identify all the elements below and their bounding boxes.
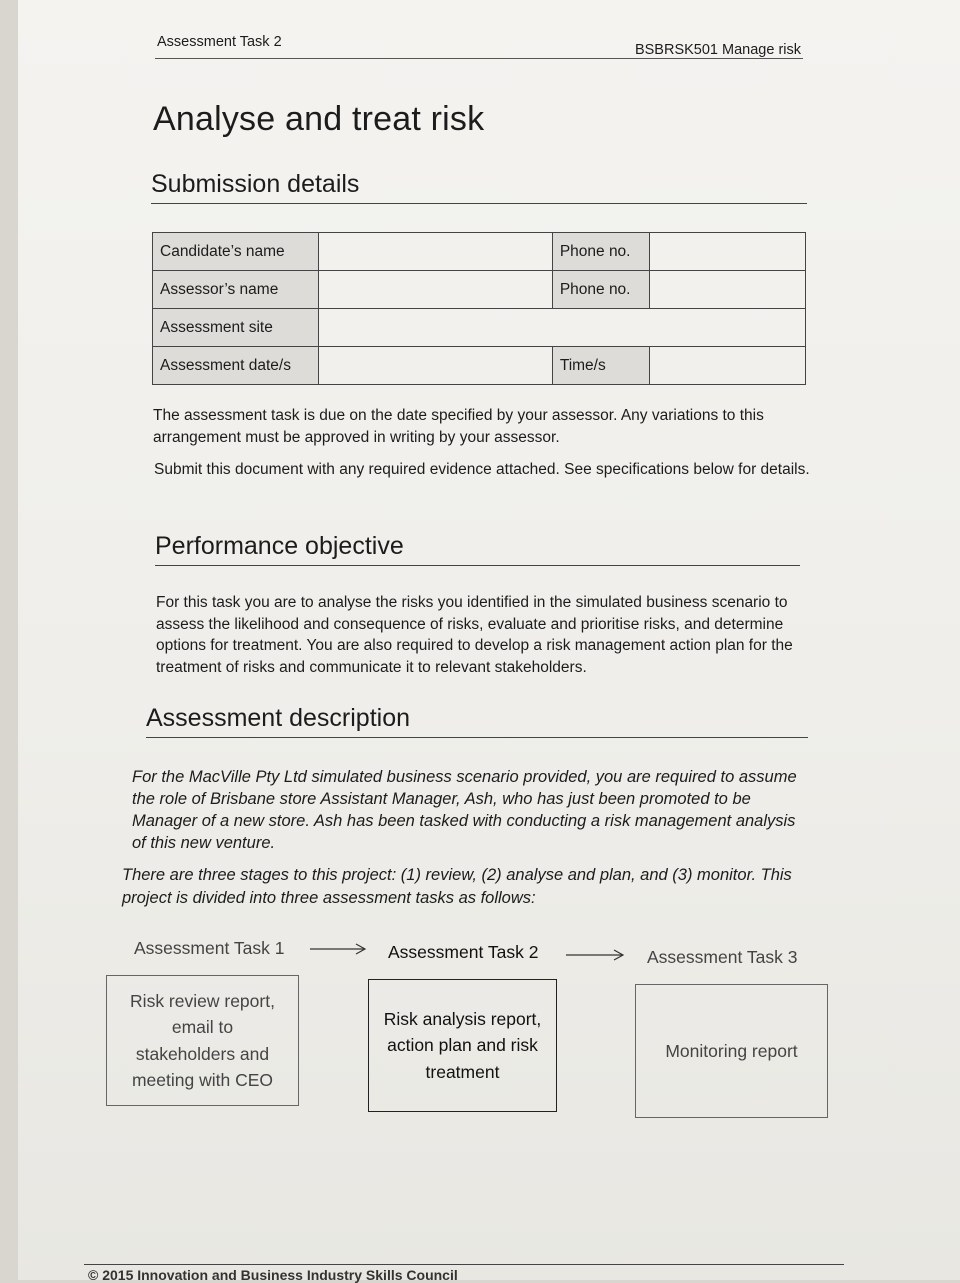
page-header	[155, 34, 803, 59]
task-2-description: Risk analysis report, action plan and risk treatment	[383, 1008, 542, 1082]
due-date-paragraph: The assessment task is due on the date specified by your assessor. Any variations to this arrangement must be approved in writing by your assessor.	[153, 407, 764, 446]
table-row	[153, 271, 806, 309]
assessor-phone-field[interactable]	[650, 271, 806, 309]
assessor-name-label: Assessor’s name	[153, 271, 319, 309]
table-row	[153, 347, 806, 385]
task-3-title: Assessment Task 3	[647, 947, 798, 967]
time-field[interactable]	[650, 347, 806, 385]
assessor-phone-label: Phone no.	[552, 271, 649, 309]
time-label: Time/s	[552, 347, 649, 385]
assessment-description-heading: Assessment description	[146, 704, 808, 738]
candidate-phone-label: Phone no.	[552, 233, 649, 271]
scenario-paragraph: For the MacVille Pty Ltd simulated business scenario provided, you are required to assume the role of Brisbane store Assistant Manager, Ash, who has just been promoted to be Manager of a new store. Ash has been tasked with conducting a risk management analysis of this new venture.	[132, 768, 797, 852]
table-row	[153, 309, 806, 347]
performance-objective-paragraph: For this task you are to analyse the risks you identified in the simulated business scenario to assess the likelihood and consequence of risks, evaluate and prioritise risks, and determine options for treatment. You are also required to develop a risk management action plan for the treatment of risks and communicate it to relevant stakeholders.	[156, 594, 793, 676]
task-2-title: Assessment Task 2	[388, 942, 539, 962]
assessor-name-field[interactable]	[318, 271, 552, 309]
task-3-box	[635, 984, 828, 1118]
assessment-site-label: Assessment site	[153, 309, 319, 347]
candidate-name-field[interactable]	[318, 233, 552, 271]
task-1-box	[106, 975, 299, 1106]
footer-divider	[84, 1264, 844, 1265]
task-1-title: Assessment Task 1	[134, 938, 285, 958]
submission-details-heading: Submission details	[151, 170, 807, 204]
copyright-footer: © 2015 Innovation and Business Industry Skills Council	[88, 1267, 458, 1283]
task-3-description: Monitoring report	[665, 1040, 798, 1061]
arrow-right-icon	[566, 946, 626, 964]
table-row	[153, 233, 806, 271]
header-unit-label: BSBRSK501 Manage risk	[634, 42, 801, 58]
assessment-date-label: Assessment date/s	[153, 347, 319, 385]
page-title: Analyse and treat risk	[153, 100, 485, 138]
assessment-date-field[interactable]	[318, 347, 552, 385]
performance-objective-heading: Performance objective	[155, 532, 800, 566]
submission-paragraph: Submit this document with any required evidence attached. See specifications below for details.	[154, 461, 810, 478]
task-1-description: Risk review report, email to stakeholders and meeting with CEO	[130, 990, 275, 1090]
candidate-phone-field[interactable]	[650, 233, 806, 271]
header-task-label: Assessment Task 2	[157, 34, 282, 50]
stages-paragraph: There are three stages to this project: (1) review, (2) analyse and plan, and (3) monitor. This project is divided into three assessment tasks as follows:	[122, 866, 792, 907]
assessment-site-field[interactable]	[318, 309, 805, 347]
submission-details-table	[152, 232, 806, 385]
task-2-box	[368, 979, 557, 1112]
candidate-name-label: Candidate’s name	[153, 233, 319, 271]
arrow-right-icon	[310, 940, 368, 958]
